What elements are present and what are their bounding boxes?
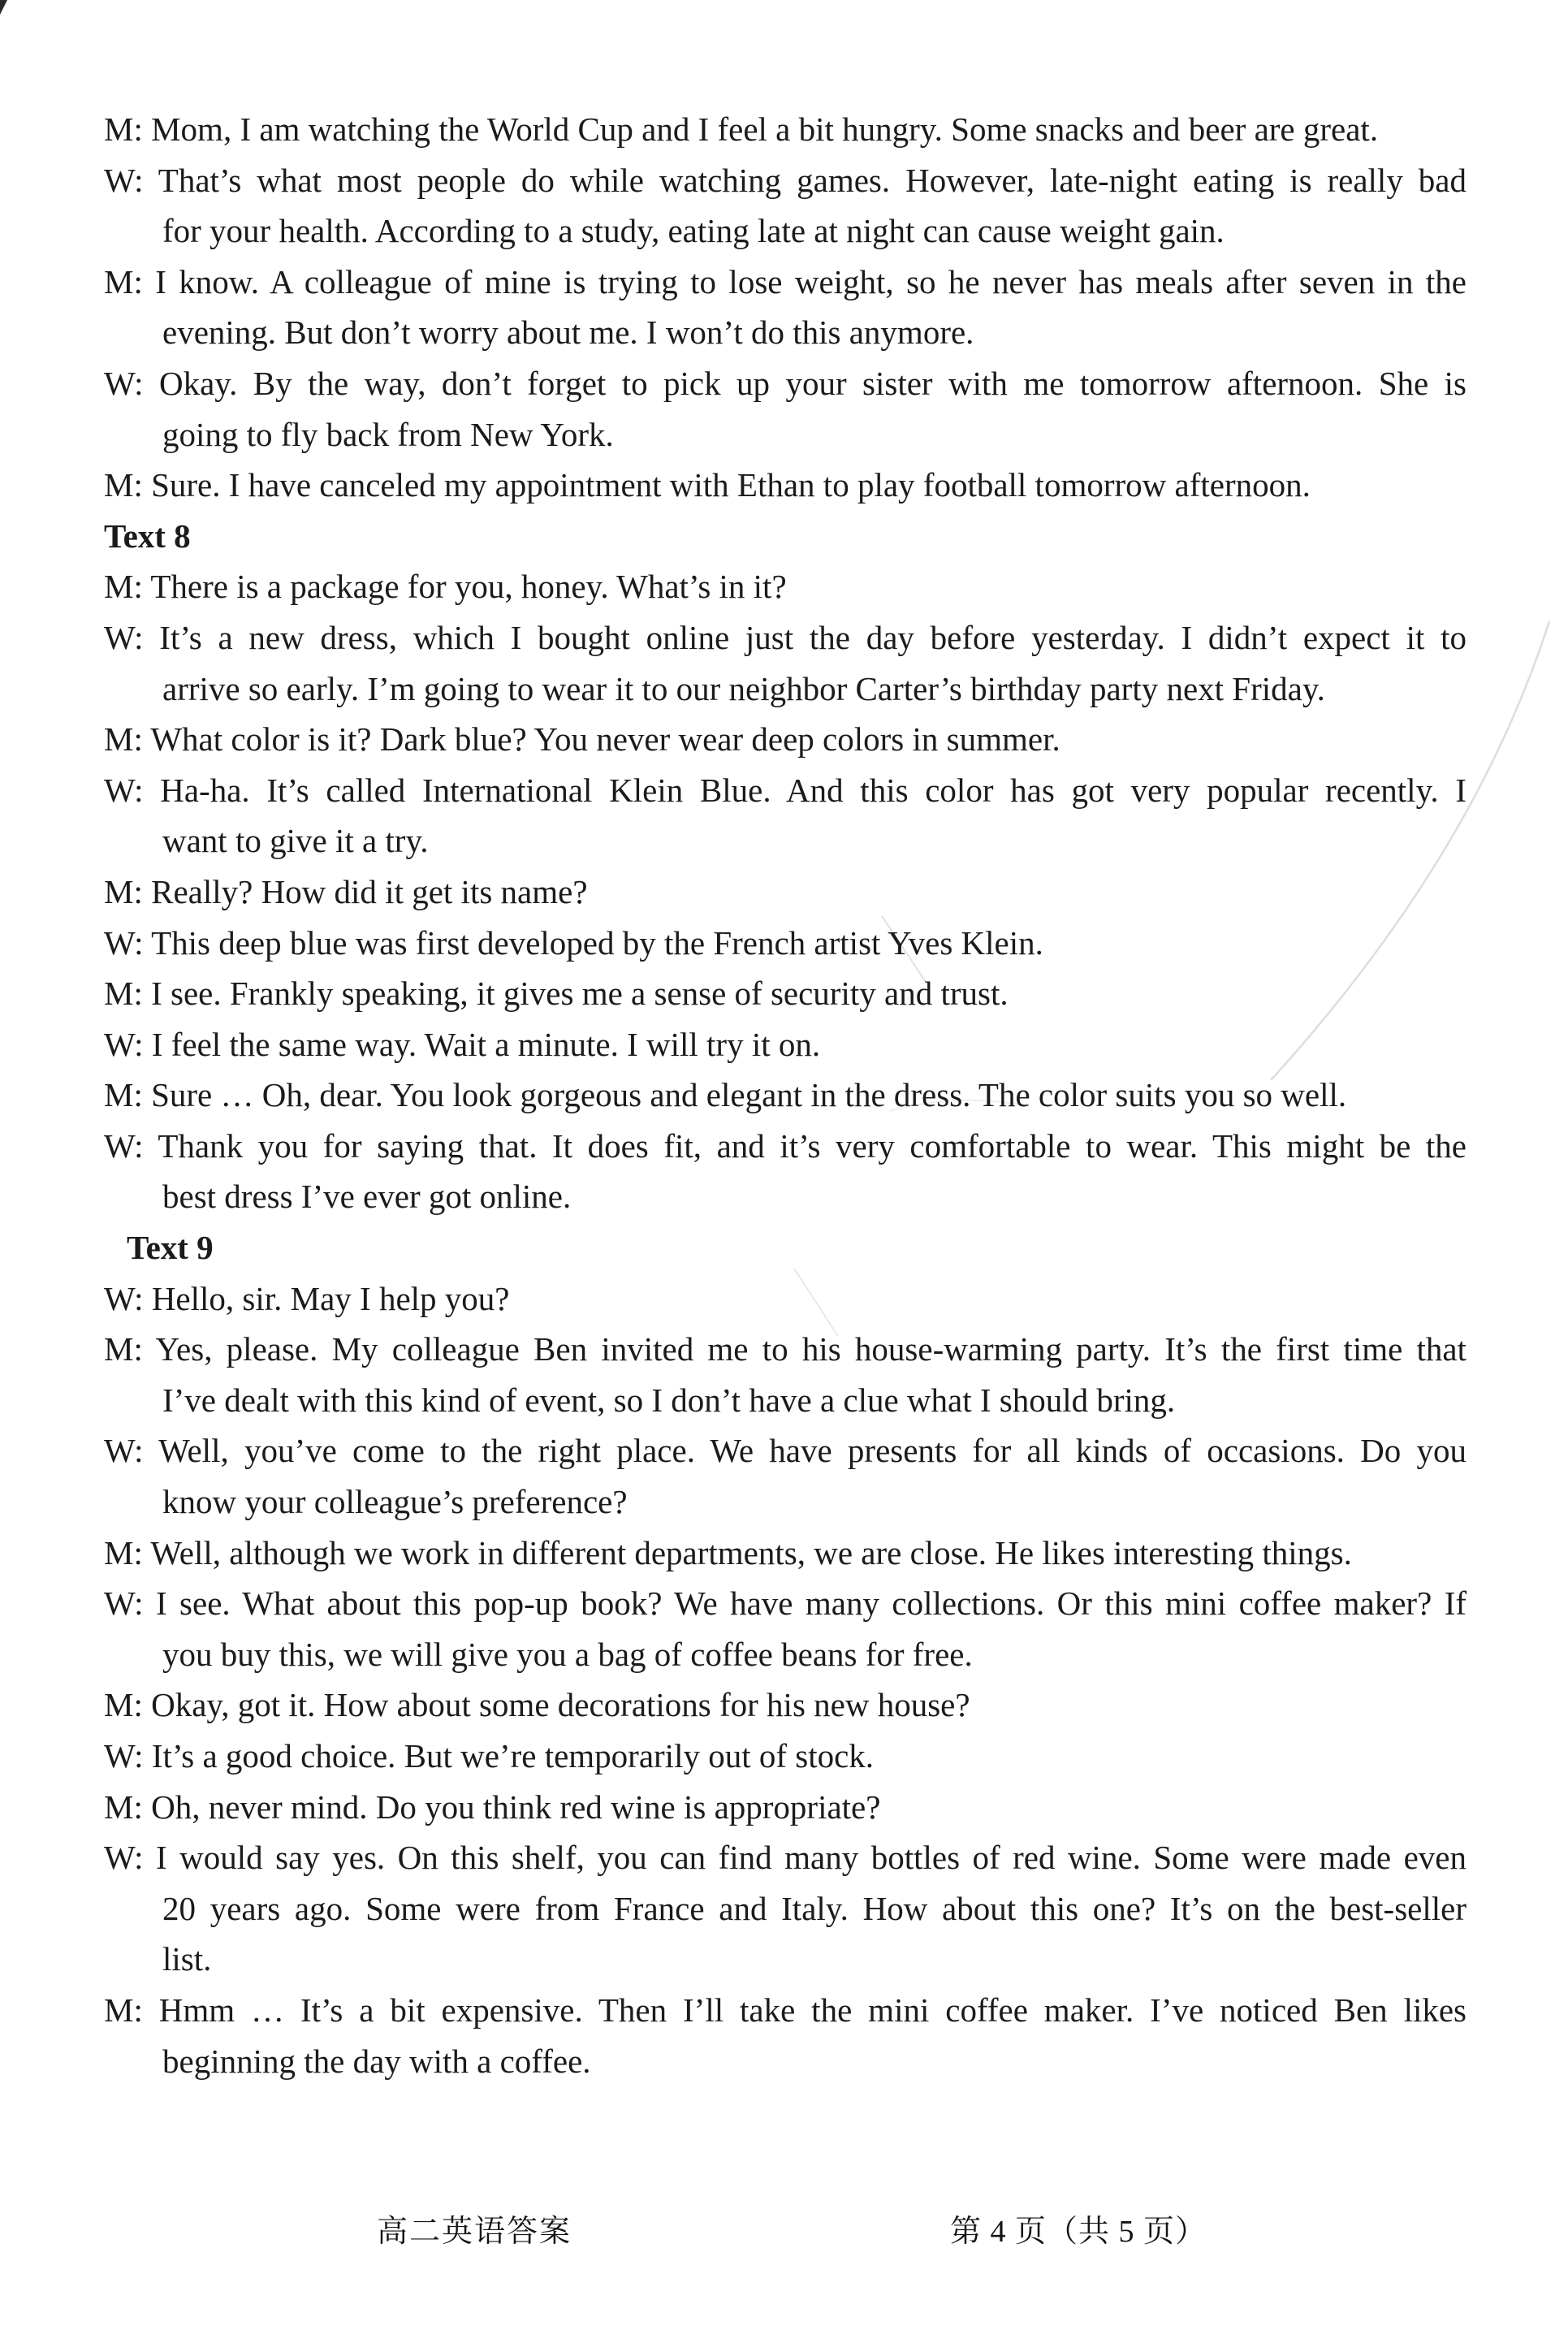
transcript-line: W: I feel the same way. Wait a minute. I will try it on.	[104, 1025, 821, 1063]
transcript-line: W: Well, you’ve come to the right place. We have presents for all kinds of occasions. Do you	[104, 1432, 1466, 1470]
transcript-line: M: Oh, never mind. Do you think red wine is appropriate?	[104, 1787, 881, 1826]
transcript-line: W: I see. What about this pop-up book? We have many collections. Or this mini coffee maker? If	[104, 1584, 1466, 1623]
transcript-line: W: This deep blue was first developed by the French artist Yves Klein.	[104, 923, 1043, 962]
section-heading: Text 8	[104, 517, 191, 555]
transcript-line: for your health. According to a study, eating late at night can cause weight gain.	[162, 212, 1225, 250]
transcript-line: M: Okay, got it. How about some decorations for his new house?	[104, 1686, 970, 1724]
section-heading: Text 9	[127, 1229, 214, 1267]
transcript-line: W: Okay. By the way, don’t forget to pick up your sister with me tomorrow afternoon. She is	[104, 364, 1466, 402]
transcript-line: I’ve dealt with this kind of event, so I don’t have a clue what I should bring.	[162, 1381, 1176, 1419]
transcript-line: M: Sure … Oh, dear. You look gorgeous and elegant in the dress. The color suits you so well.	[104, 1076, 1347, 1114]
transcript-line: M: What color is it? Dark blue? You never wear deep colors in summer.	[104, 720, 1060, 759]
transcript-line: want to give it a try.	[162, 822, 429, 860]
transcript-line: list.	[162, 1940, 212, 1978]
transcript-line: W: That’s what most people do while watching games. However, late-night eating is really bad	[104, 161, 1466, 199]
transcript-line: M: I see. Frankly speaking, it gives me a sense of security and trust.	[104, 975, 1009, 1013]
transcript-line: M: Mom, I am watching the World Cup and I feel a bit hungry. Some snacks and beer are great.	[104, 110, 1379, 148]
transcript-line: best dress I’ve ever got online.	[162, 1178, 572, 1216]
transcript-line: W: Thank you for saying that. It does fit, and it’s very comfortable to wear. This might be the	[104, 1126, 1466, 1165]
transcript-line: M: Hmm … It’s a bit expensive. Then I’ll take the mini coffee maker. I’ve noticed Ben likes	[104, 1991, 1466, 2029]
transcript-line: W: I would say yes. On this shelf, you can find many bottles of red wine. Some were made even	[104, 1839, 1466, 1877]
transcript-line: M: I know. A colleague of mine is trying to lose weight, so he never has meals after seven in the	[104, 262, 1466, 300]
page-footer	[0, 2206, 1568, 2254]
transcript-line: M: Really? How did it get its name?	[104, 872, 588, 910]
transcript-line: M: There is a package for you, honey. What’s in it?	[104, 568, 787, 606]
transcript-line: W: Ha-ha. It’s called International Klein Blue. And this color has got very popular recently. I	[104, 771, 1466, 809]
transcript-line: beginning the day with a coffee.	[162, 2042, 591, 2080]
footer-document-title: 高二英语答案	[377, 2215, 572, 2249]
transcript-line: 20 years ago. Some were from France and Italy. How about this one? It’s on the best-seller	[162, 1889, 1466, 1927]
transcript-line: know your colleague’s preference?	[162, 1483, 628, 1521]
transcript-line: M: Sure. I have canceled my appointment with Ethan to play football tomorrow afternoon.	[104, 466, 1311, 504]
transcript-line: W: Hello, sir. May I help you?	[104, 1279, 510, 1317]
transcript	[104, 104, 1466, 2086]
transcript-line: W: It’s a new dress, which I bought online just the day before yesterday. I didn’t expect it to	[104, 618, 1466, 656]
transcript-line: M: Yes, please. My colleague Ben invited me to his house-warming party. It’s the first time that	[104, 1330, 1466, 1368]
transcript-line: W: It’s a good choice. But we’re temporarily out of stock.	[104, 1737, 875, 1775]
transcript-line: you buy this, we will give you a bag of coffee beans for free.	[162, 1635, 973, 1673]
transcript-line: arrive so early. I’m going to wear it to our neighbor Carter’s birthday party next Friday.	[162, 669, 1325, 707]
scan-corner-speck	[0, 0, 7, 15]
transcript-line: M: Well, although we work in different departments, we are close. He likes interesting things.	[104, 1533, 1352, 1571]
footer-page-number: 第 4 页（共 5 页）	[950, 2215, 1207, 2249]
transcript-line: going to fly back from New York.	[162, 415, 614, 453]
transcript-line: evening. But don’t worry about me. I won’t do this anymore.	[162, 313, 974, 352]
